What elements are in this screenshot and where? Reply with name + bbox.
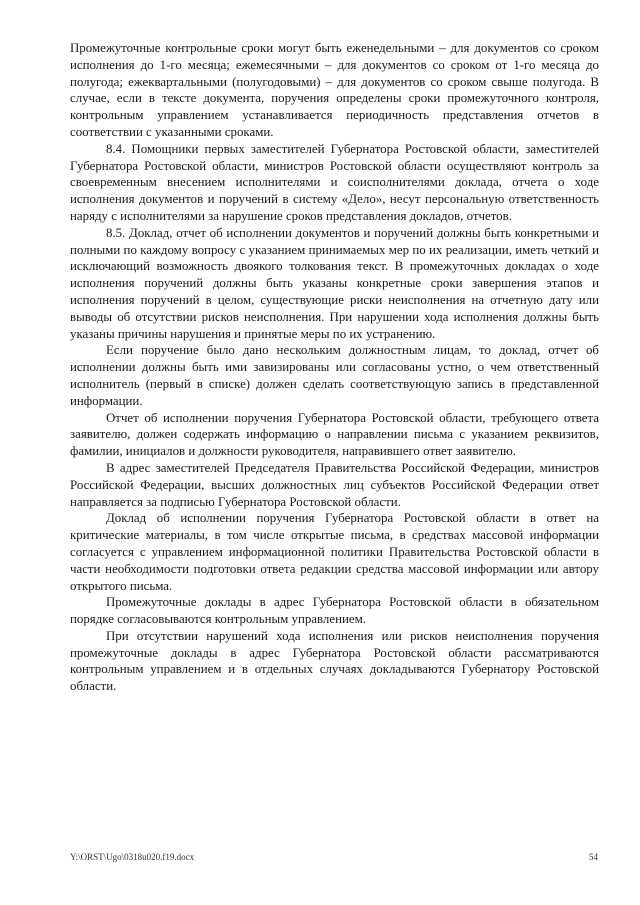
- paragraph: Промежуточные доклады в адрес Губернатора Ростовской области в обязательном порядке согласовываются контрольным управлением.: [70, 595, 599, 627]
- document-body: [70, 40, 599, 695]
- paragraph: Промежуточные контрольные сроки могут быть еженедельными – для документов со сроком исполнения до 1-го месяца; ежемесячными – для документов со сроком от 1-го месяца до полугода; ежеквартальными (полугодовыми) – для документов со сроком свыше полугода. В случае, если в тексте документа, поручения определены сроки промежуточного контроля, контрольным управлением устанавливается периодичность представления отчетов в соответствии с указанными сроками.: [70, 41, 599, 139]
- footer-page-number: 54: [589, 852, 598, 862]
- footer-file-path: Y:\ORST\Ugo\0318u020.f19.docx: [70, 852, 195, 862]
- paragraph: Доклад об исполнении поручения Губернатора Ростовской области в ответ на критические материалы, в том числе открытые письма, в средствах массовой информации согласуется с управлением информационной политики Правительства Ростовской области в части необходимости подготовки ответа редакции средства массовой информации или автору открытого письма.: [70, 511, 599, 593]
- paragraph: 8.4. Помощники первых заместителей Губернатора Ростовской области, заместителей Губернатора Ростовской области, министров Ростовской области осуществляют контроль за своевременным внесением исполнителями и соисполнителями доклада, отчета о ходе исполнения документов и поручений в систему «Дело», несут персональную ответственность наряду с исполнителями за нарушение сроков представления докладов, отчетов.: [70, 141, 599, 223]
- paragraph: В адрес заместителей Председателя Правительства Российской Федерации, министров Российской Федерации, высших должностных лиц субъектов Российской Федерации ответ направляется за подписью Губернатора Ростовской области.: [70, 460, 599, 509]
- paragraph: При отсутствии нарушений хода исполнения или рисков неисполнения поручения промежуточные доклады в адрес Губернатора Ростовской области рассматриваются контрольным управлением и в отдельных случаях докладываются Губернатору Ростовской области.: [70, 628, 599, 694]
- paragraph: Отчет об исполнении поручения Губернатора Ростовской области, требующего ответа заявителю, должен содержать информацию о направлении письма с указанием реквизитов, фамилии, инициалов и должности руководителя, направившего ответ заявителю.: [70, 410, 599, 459]
- paragraph: Если поручение было дано нескольким должностным лицам, то доклад, отчет об исполнении должны быть ими завизированы или согласованы устно, о чем ответственный исполнитель (первый в списке) должен сделать соответствующую запись в представленной информации.: [70, 343, 599, 408]
- paragraph: 8.5. Доклад, отчет об исполнении документов и поручений должны быть конкретными и полными по каждому вопросу с указанием принимаемых мер по их реализации, иметь четкий и исключающий возможность двоякого толкования текст. В промежуточных докладах о ходе исполнения поручений должны быть указаны конкретные сроки завершения этапов и исполнения поручений в целом, существующие риски неисполнения на отчетную дату или выводы об отсутствии рисков неисполнения. При нарушении хода исполнения должны быть указаны причины нарушения и принятые меры по их устранению.: [70, 225, 599, 341]
